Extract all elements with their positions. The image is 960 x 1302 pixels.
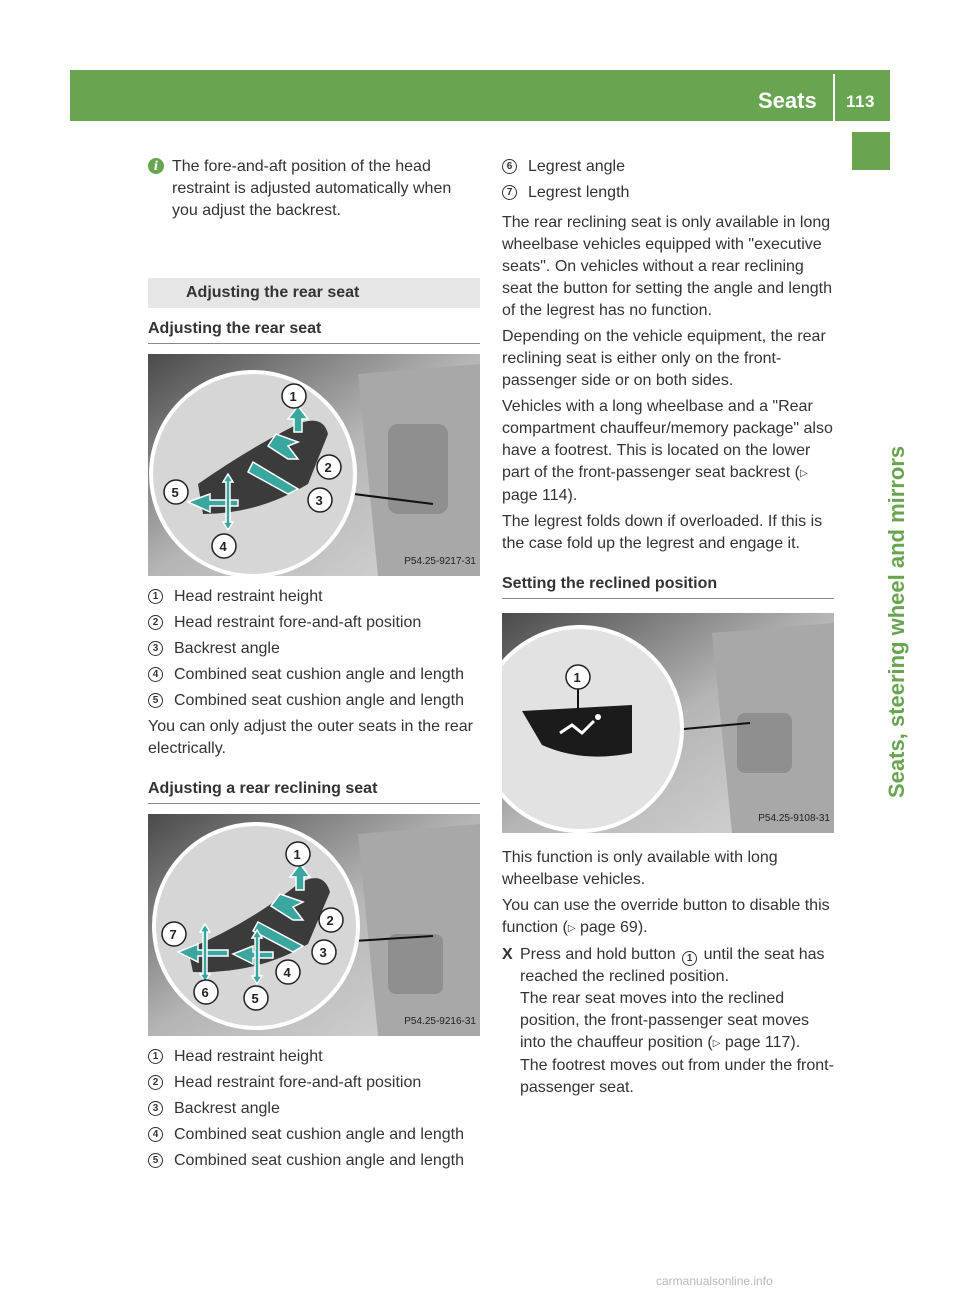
paragraph: You can only adjust the outer seats in the rear electrically. — [148, 718, 473, 757]
figure-code: P54.25-9108-31 — [758, 813, 830, 824]
callout-4: 4 — [219, 539, 227, 554]
legend-list-1 — [148, 586, 480, 712]
legend-item: 3 Backrest angle — [148, 638, 480, 660]
subhead-adjusting-rear-seat: Adjusting the rear seat — [148, 318, 480, 344]
chapter-label: Seats, steering wheel and mirrors — [884, 445, 909, 798]
watermark: carmanualsonline.info — [656, 1274, 773, 1288]
svg-text:1: 1 — [573, 670, 581, 685]
svg-text:6: 6 — [201, 985, 209, 1000]
figure-reclining-seat-controls — [148, 814, 480, 1036]
svg-text:3: 3 — [319, 945, 327, 960]
svg-text:7: 7 — [169, 927, 177, 942]
paragraph: The legrest folds down if overloaded. If this is the case fold up the legrest and engage it. — [502, 513, 823, 552]
section-banner: Adjusting the rear seat — [148, 278, 480, 308]
svg-text:4: 4 — [283, 965, 291, 980]
reclined-button-illustration — [502, 613, 834, 833]
chapter-tab — [852, 132, 890, 170]
legend-item: 5 Combined seat cushion angle and length — [148, 1150, 480, 1172]
subhead-rear-reclining-seat: Adjusting a rear reclining seat — [148, 778, 480, 804]
step-x-icon: X — [502, 946, 513, 963]
legend-list-2-cont — [502, 156, 834, 204]
legend-item: 1 Head restraint height — [148, 586, 480, 608]
paragraph: Vehicles with a long wheelbase and a "Rear compartment chauffeur/memory package" also have a footrest. This is located on the lower part of the front-passenger seat backrest (▷ page 114). — [502, 398, 833, 504]
page-number: 113 — [846, 92, 875, 111]
page-reference-link: page 117 — [724, 1034, 791, 1051]
page-ref-arrow-icon: ▷ — [567, 923, 576, 934]
callout-5: 5 — [171, 485, 179, 500]
paragraph: You can use the override button to disable this function (▷ page 69). — [502, 897, 830, 936]
svg-text:5: 5 — [251, 991, 259, 1006]
reclining-controls-illustration — [148, 814, 480, 1036]
header-divider — [833, 74, 835, 121]
paragraph: Depending on the vehicle equipment, the rear reclining seat is either only on the front-passenger side or on both sides. — [502, 328, 826, 389]
paragraph: This function is only available with long wheelbase vehicles. — [502, 849, 778, 888]
figure-code: P54.25-9216-31 — [404, 1016, 476, 1027]
legend-item: 4 Combined seat cushion angle and length — [148, 664, 480, 686]
figure-code: P54.25-9217-31 — [404, 556, 476, 567]
svg-text:1: 1 — [293, 847, 301, 862]
legend-item: 7 Legrest length — [502, 182, 834, 204]
legend-item: 6 Legrest angle — [502, 156, 834, 178]
info-icon: i — [148, 158, 164, 174]
instruction-step: X Press and hold button 1 until the seat has reached the reclined position. The rear seat moves into the reclined position, the front-passenger seat moves into the chauffeur position (▷ page 117). The footrest moves out from under the front-passenger seat. — [502, 946, 834, 1096]
legend-item: 3 Backrest angle — [148, 1098, 480, 1120]
legend-item: 2 Head restraint fore-and-aft position — [148, 1072, 480, 1094]
page-ref-arrow-icon: ▷ — [799, 468, 808, 479]
info-note: i The fore-and-aft position of the head restraint is adjusted automatically when you adjust the backrest. — [148, 156, 480, 222]
page-reference-link: page 69 — [579, 919, 638, 936]
svg-text:2: 2 — [326, 913, 334, 928]
legend-item: 1 Head restraint height — [148, 1046, 480, 1068]
legend-list-2 — [148, 1046, 480, 1172]
subhead-reclined-position: Setting the reclined position — [502, 573, 834, 599]
seat-controls-illustration — [148, 354, 480, 576]
page-reference-link: page 114 — [502, 487, 568, 504]
legend-item: 5 Combined seat cushion angle and length — [148, 690, 480, 712]
figure-rear-seat-controls — [148, 354, 480, 576]
legend-item: 4 Combined seat cushion angle and length — [148, 1124, 480, 1146]
right-column — [502, 156, 834, 1099]
callout-3: 3 — [315, 493, 323, 508]
legend-item: 2 Head restraint fore-and-aft position — [148, 612, 480, 634]
left-column — [148, 156, 480, 1176]
paragraph: The rear reclining seat is only available in long wheelbase vehicles equipped with "executive seats". On vehicles without a rear reclining seat the button for setting the angle and length of the legrest has no function. — [502, 214, 833, 319]
callout-2: 2 — [324, 460, 332, 475]
figure-reclined-position-button — [502, 613, 834, 833]
page-ref-arrow-icon: ▷ — [712, 1038, 721, 1049]
page-title: Seats — [758, 88, 817, 113]
callout-1: 1 — [289, 389, 297, 404]
